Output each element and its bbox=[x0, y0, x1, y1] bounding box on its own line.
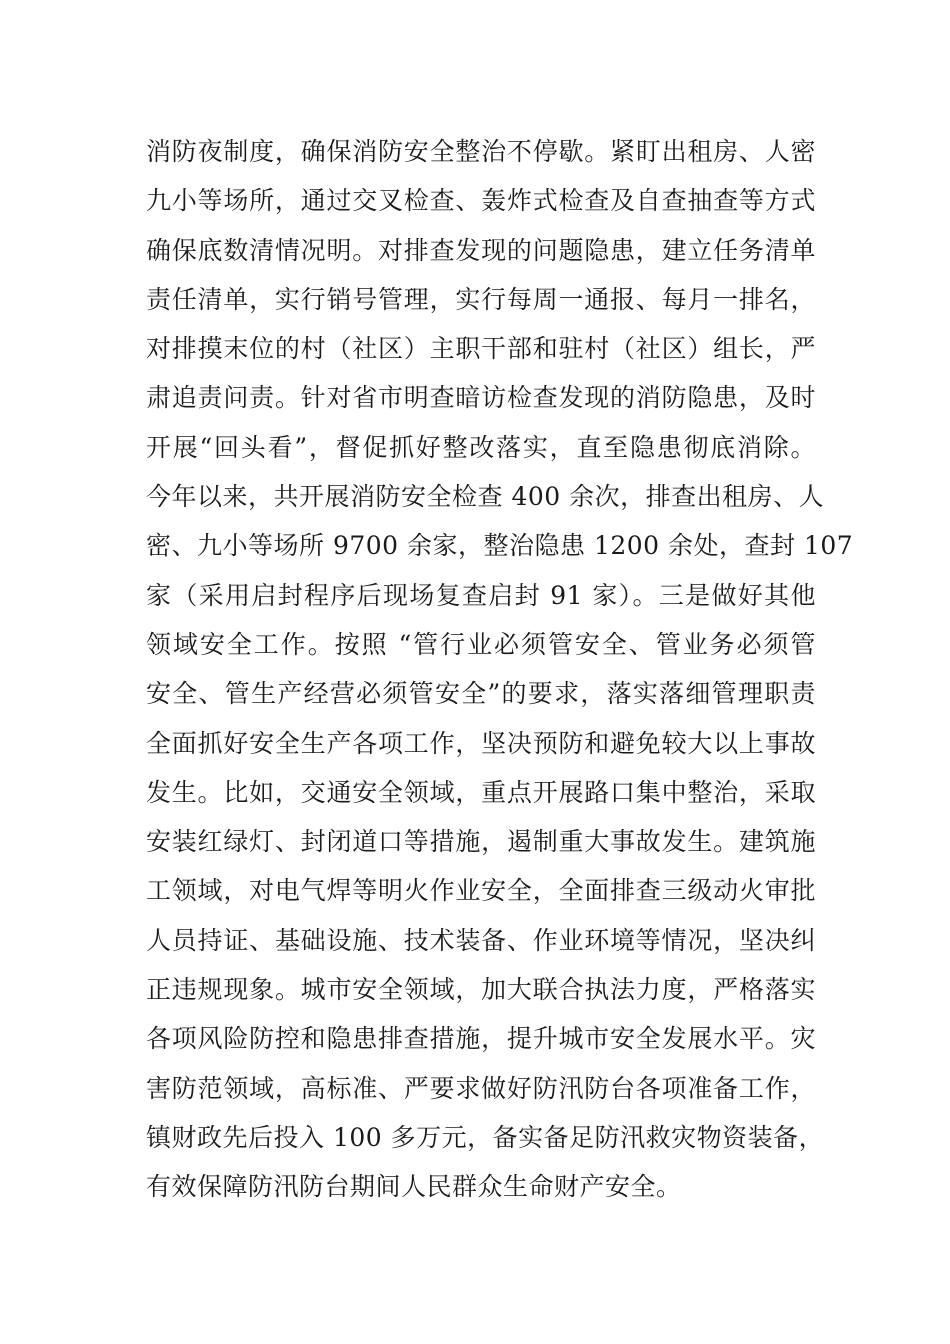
text-line-11: 领域安全工作。按照 “管行业必须管安全、管业务必须管 bbox=[146, 629, 816, 659]
text-line-20: 害防范领域，高标准、严要求做好防汛防台各项准备工作， bbox=[146, 1073, 816, 1103]
text-line-2: 九小等场所，通过交叉检查、轰炸式检查及自查抽查等方式 bbox=[146, 186, 816, 216]
text-line-6: 肃追责问责。针对省市明查暗访检查发现的消防隐患，及时 bbox=[146, 383, 816, 413]
text-line-17: 人员持证、基础设施、技术装备、作业环境等情况，坚决纠 bbox=[146, 925, 816, 955]
text-line-13: 全面抓好安全生产各项工作，坚决预防和避免较大以上事故 bbox=[146, 728, 816, 758]
text-line-4: 责任清单，实行销号管理，实行每周一通报、每月一排名， bbox=[146, 284, 816, 314]
text-line-19: 各项风险防控和隐患排查措施，提升城市安全发展水平。灾 bbox=[146, 1024, 816, 1054]
text-line-14: 发生。比如，交通安全领域，重点开展路口集中整治，采取 bbox=[146, 777, 816, 807]
text-line-5: 对排摸末位的村（社区）主职干部和驻村（社区）组长，严 bbox=[146, 334, 816, 364]
text-line-3: 确保底数清情况明。对排查发现的问题隐患，建立任务清单 bbox=[146, 235, 816, 265]
text-line-16: 工领域，对电气焊等明火作业安全，全面排查三级动火审批 bbox=[146, 876, 816, 906]
text-line-18: 正违规现象。城市安全领域，加大联合执法力度，严格落实 bbox=[146, 975, 816, 1005]
text-line-22: 有效保障防汛防台期间人民群众生命财产安全。 bbox=[146, 1172, 682, 1202]
text-line-12: 安全、管生产经营必须管安全”的要求，落实落细管理职责 bbox=[146, 679, 816, 709]
body-text bbox=[146, 127, 854, 1212]
text-line-9: 密、九小等场所 9700 余家，整治隐患 1200 余处，查封 107 bbox=[146, 531, 854, 561]
text-line-21: 镇财政先后投入 100 多万元，备实备足防汛救灾物资装备， bbox=[146, 1122, 825, 1152]
text-line-15: 安装红绿灯、封闭道口等措施，遏制重大事故发生。建筑施 bbox=[146, 827, 816, 857]
text-line-10: 家（采用启封程序后现场复查启封 91 家）。三是做好其他 bbox=[146, 580, 816, 610]
text-line-1: 消防夜制度，确保消防安全整治不停歇。紧盯出租房、人密 bbox=[146, 137, 816, 166]
text-line-8: 今年以来，共开展消防安全检查 400 余次，排查出租房、人 bbox=[146, 482, 825, 512]
text-line-7: 开展“回头看”，督促抓好整改落实，直至隐患彻底消除。 bbox=[146, 432, 816, 462]
